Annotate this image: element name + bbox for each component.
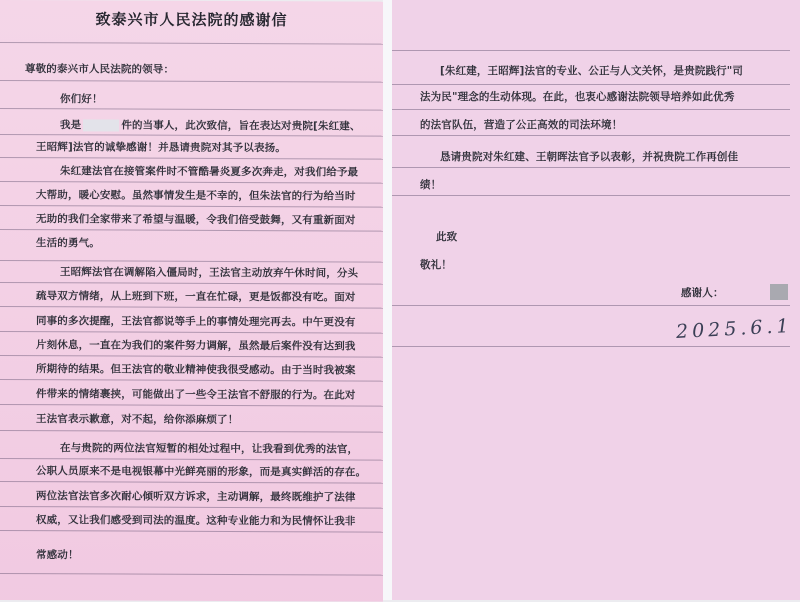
ruled-line xyxy=(0,134,383,137)
body-text: 我是 xyxy=(60,119,82,132)
body-line: 所期待的结果。但王法官的敬业精神使我很受感动。由于当时我被案 xyxy=(36,363,356,377)
body-line: 朱红建法官在接管案件时不管酷暑炎夏多次奔走，对我们给予最 xyxy=(60,165,359,179)
ruled-line xyxy=(0,80,383,83)
ruled-line xyxy=(0,458,383,461)
letter-page-left xyxy=(0,0,383,602)
ruled-line xyxy=(0,355,383,358)
closing-regards: 敬礼！ xyxy=(420,259,452,271)
ruled-line xyxy=(0,430,383,433)
body-line: 的法官队伍，营造了公正高效的司法环境！ xyxy=(420,119,623,131)
signer-label: 感谢人： xyxy=(681,287,724,299)
letter-title: 致泰兴市人民法院的感谢信 xyxy=(95,10,288,30)
body-line: 王昭辉]法官的诚挚感谢！并恳请贵院对其予以表扬。 xyxy=(36,141,286,155)
ruled-line xyxy=(0,108,383,111)
ruled-line xyxy=(0,481,383,484)
body-line xyxy=(60,118,361,133)
body-line: 绩！ xyxy=(420,179,442,191)
body-line: 两位法官法官多次耐心倾听双方诉求，主动调解，最终既维护了法律 xyxy=(36,490,356,504)
body-line: 无助的我们全家带来了希望与温暖，令我们倍受鼓舞，又有重新面对 xyxy=(36,213,356,227)
ruled-line xyxy=(392,195,790,196)
body-line: 生活的勇气。 xyxy=(36,237,100,250)
handwritten-date: 2025.6.1 xyxy=(675,314,794,344)
ruled-line xyxy=(392,50,790,51)
body-line: [朱红建，王昭辉]法官的专业、公正与人文关怀，是贵院践行"司 xyxy=(440,65,744,77)
ruled-line xyxy=(0,530,383,533)
body-line: 公职人员原来不是电视银幕中光鲜亮丽的形象，而是真实鲜活的存在。 xyxy=(36,465,367,479)
redacted-signature xyxy=(770,284,788,300)
ruled-line xyxy=(0,205,383,208)
page-gap xyxy=(383,0,392,600)
ruled-line xyxy=(0,379,383,382)
ruled-line xyxy=(392,167,790,168)
body-line: 恳请贵院对朱红建、王朝晖法官予以表彰，并祝贵院工作再创佳 xyxy=(440,151,739,163)
ruled-line xyxy=(0,404,383,407)
body-line: 王昭辉法官在调解陷入僵局时，王法官主动放弃午休时间，分头 xyxy=(60,266,359,280)
body-line: 常感动！ xyxy=(36,549,79,562)
ruled-line xyxy=(0,42,383,45)
ruled-line xyxy=(392,346,790,347)
body-line: 法为民"理念的生动体现。在此，也衷心感谢法院领导培养如此优秀 xyxy=(420,91,735,103)
letter-page-right xyxy=(392,0,800,600)
ruled-line xyxy=(0,506,383,509)
body-line: 大帮助，暖心安慰。虽然事情发生是不幸的，但朱法官的行为给当时 xyxy=(36,189,356,203)
body-line: 权威，又让我们感受到司法的温度。这种专业能力和为民情怀让我非 xyxy=(36,514,356,528)
ruled-line xyxy=(0,181,383,184)
ruled-line xyxy=(0,157,383,160)
ruled-line xyxy=(0,229,383,232)
body-line: 王法官表示歉意，对不起，给你添麻烦了！ xyxy=(36,413,239,427)
body-text: 件的当事人，此次致信，旨在表达对贵院[朱红建、 xyxy=(121,119,361,133)
body-line: 在与贵院的两位法官短暂的相处过程中，让我看到优秀的法官， xyxy=(60,442,359,456)
ruled-line xyxy=(392,84,790,85)
ruled-line xyxy=(0,260,383,263)
salutation: 尊敬的泰兴市人民法院的领导： xyxy=(25,63,175,76)
ruled-line xyxy=(392,135,790,136)
body-line: 片刻休息，一直在为我们的案件努力调解，虽然最后案件没有达到我 xyxy=(36,339,356,353)
body-line: 疏导双方情绪，从上班到下班，一直在忙碌，更是饭都没有吃。面对 xyxy=(36,290,356,304)
ruled-line xyxy=(0,306,383,309)
greeting: 你们好！ xyxy=(60,93,103,106)
ruled-line xyxy=(0,282,383,285)
body-line: 同事的多次提醒，王法官都说等手上的事情处理完再去。中午更没有 xyxy=(36,315,356,329)
ruled-line xyxy=(0,573,383,576)
body-line: 件带来的情绪裹挟，可能做出了一些令王法官不舒服的行为。在此对 xyxy=(36,388,356,402)
ruled-line xyxy=(392,305,790,306)
redacted-name xyxy=(83,119,119,131)
ruled-line xyxy=(0,331,383,334)
closing-line: 此致 xyxy=(436,231,458,243)
ruled-line xyxy=(392,109,790,110)
